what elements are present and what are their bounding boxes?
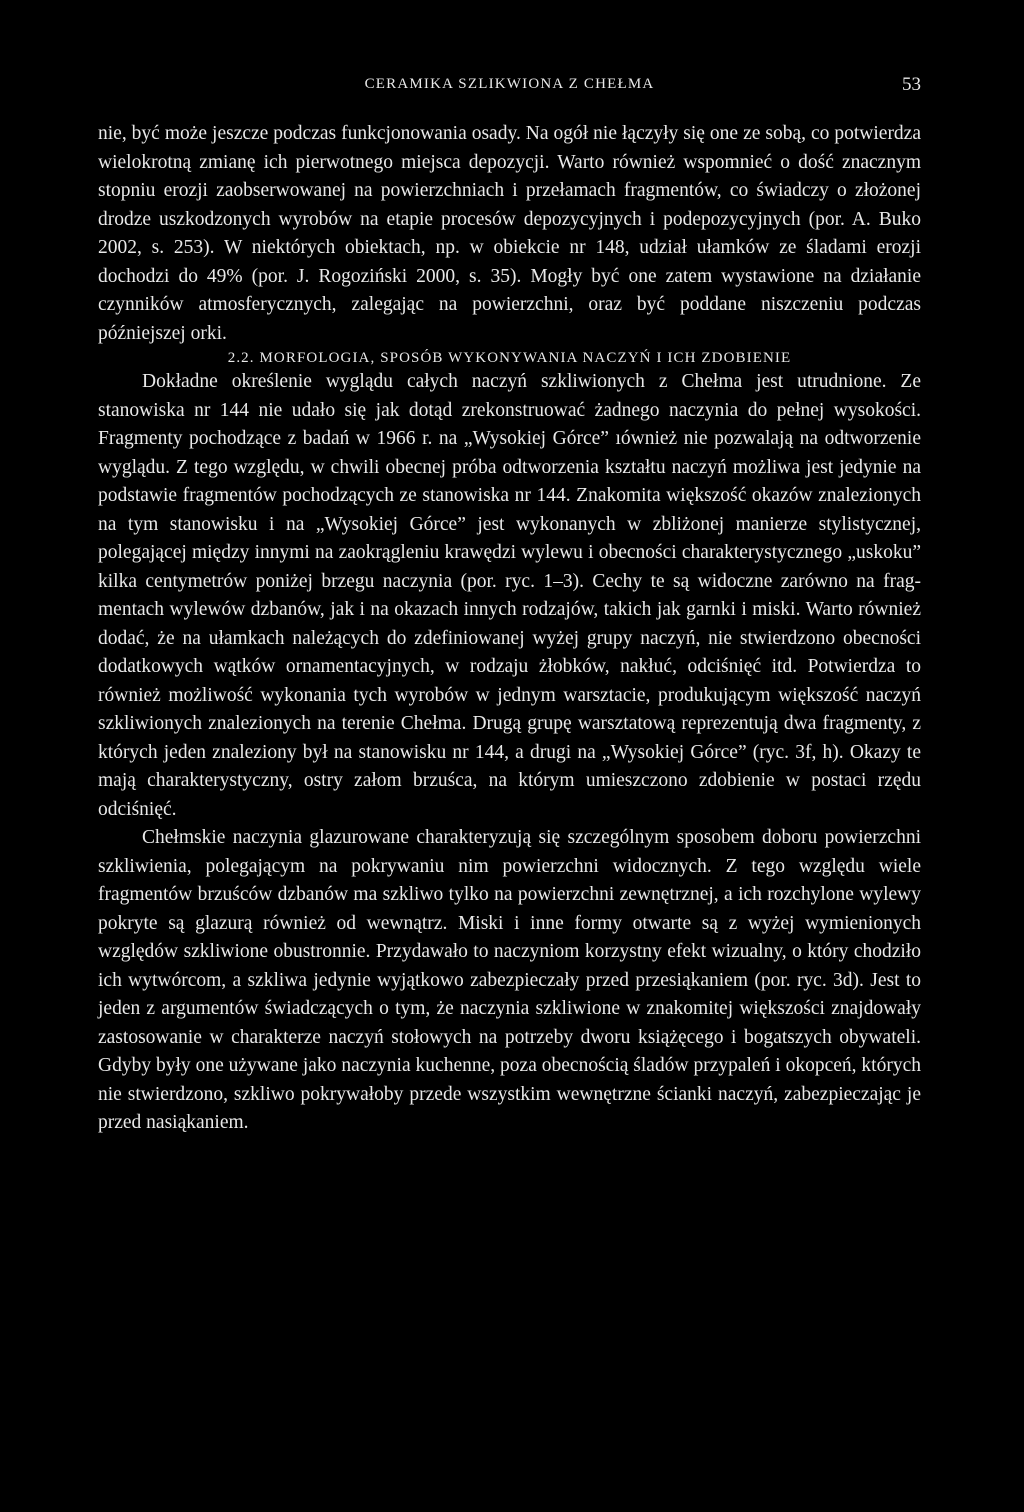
paragraph-1: nie, być może jeszcze podczas funkcjonowania osady. Na ogół nie łączyły się one ze sobą, co potwierdza wielokrotną zmianę ich pierwotnego miejsca depozycji. Warto również wspomnieć o dość znacznym stopniu erozji zaobserwowanej na powierzchniach i przełamach fragmentów, co świadczy o złożonej drodze uszkodzonych wyrobów na etapie procesów depozycyjnych i podepozycyjnych (por. A. Buko 2002, s. 253). W niektórych obiektach, np. w obiekcie nr 148, udział ułamków ze śladami erozji dochodzi do 49% (por. J. Rogoziński 2000, s. 35). Mogły być one zatem wystawione na działanie czynników atmosferycznych, zalegając na powierzchni, oraz być poddane niszczeniu podczas późniejszej orki. xyxy=(98,123,921,344)
running-title: CERAMIKA SZLIKWIONA Z CHEŁMA xyxy=(364,76,655,92)
body-text xyxy=(98,120,921,1138)
section-heading: 2.2. MORFOLOGIA, SPOSÓB WYKONYWANIA NACZYŃ I ICH ZDOBIENIE xyxy=(227,350,792,366)
paragraph-3: Chełmskie naczynia glazurowane charakteryzują się szczególnym sposobem doboru powierzchni szkliwienia, polegającym na pokrywaniu nim powierzchni widocznych. Z tego względu wiele fragmentów brzuśców dzbanów ma szkliwo tylko na powierzchni zewnętrznej, a ich rozchylone wylewy pokryte są glazurą również od wewnątrz. Miski i inne formy otwarte są z wyżej wymienionych względów szkliwione obustronnie. Przydawało to naczyniom korzystny efekt wizualny, o który chodziło ich wytwórcom, a szkliwa jedynie wyjątkowo zabezpieczały przed przesiąkaniem (por. ryc. 3d). Jest to jeden z argumentów świadczących o tym, że naczynia szkliwione w znakomitej większości znajdowały zastosowanie w charakterze naczyń stołowych na potrzeby dworu książęcego i bogatszych obywateli. Gdyby były one używane jako naczynia kuchenne, poza obecnością śladów przypaleń i okopceń, których nie stwierdzono, szkliwo pokrywałoby przede wszystkim wewnętrzne ścianki naczyń, zabezpieczając je przed nasiąkaniem. xyxy=(98,827,921,1133)
paragraph-2: Dokładne określenie wyglądu całych naczyń szkliwionych z Chełma jest utrudnione. Ze stanowiska nr 144 nie udało się jak dotąd zrekonstruować żadnego naczynia do pełnej wysokości. Fragmenty pochodzące z badań w 1966 r. na „Wysokiej Górce” ıównież nie pozwalają na odtworzenie wyglądu. Z tego względu, w chwili obecnej próba odtworzenia kształtu naczyń możliwa jest jedynie na podstawie fragmentów pochodzących ze stanowiska nr 144. Znakomita większość okazów znalezionych na tym stanowisku i na „Wysokiej Górce” jest wykonanych w zbliżonej manierze stylistycznej, polegającej między innymi na zaokrągleniu krawędzi wylewu i obecności charakterystycznego „uskoku” kilka centymetrów poniżej brzegu naczynia (por. ryc. 1–3). Cechy te są widoczne zarówno na fragmentach wylewów dzbanów, jak i na okazach innych rodzajów, takich jak garnki i miski. Warto również dodać, że na ułamkach należących do zdefiniowanej wyżej grupy naczyń, nie stwierdzono obecności dodatkowych wątków ornamentacyjnych, w rodzaju żłobków, nakłuć, odciśnięć itd. Potwierdza to również możliwość wykonania tych wyrobów w jednym warsztacie, produkującym większość naczyń szkliwionych znalezionych na terenie Chełma. Drugą grupę warsztatową reprezentują dwa fragmenty, z których jeden znaleziony był na stanowisku nr 144, a drugi na „Wysokiej Górce” (ryc. 3f, h). Okazy te mają charakterystyczny, ostry załom brzuśca, na którym umieszczono zdobienie w postaci rzędu odciśnięć. xyxy=(98,371,921,820)
running-head xyxy=(98,74,921,98)
page-number: 53 xyxy=(902,74,921,95)
